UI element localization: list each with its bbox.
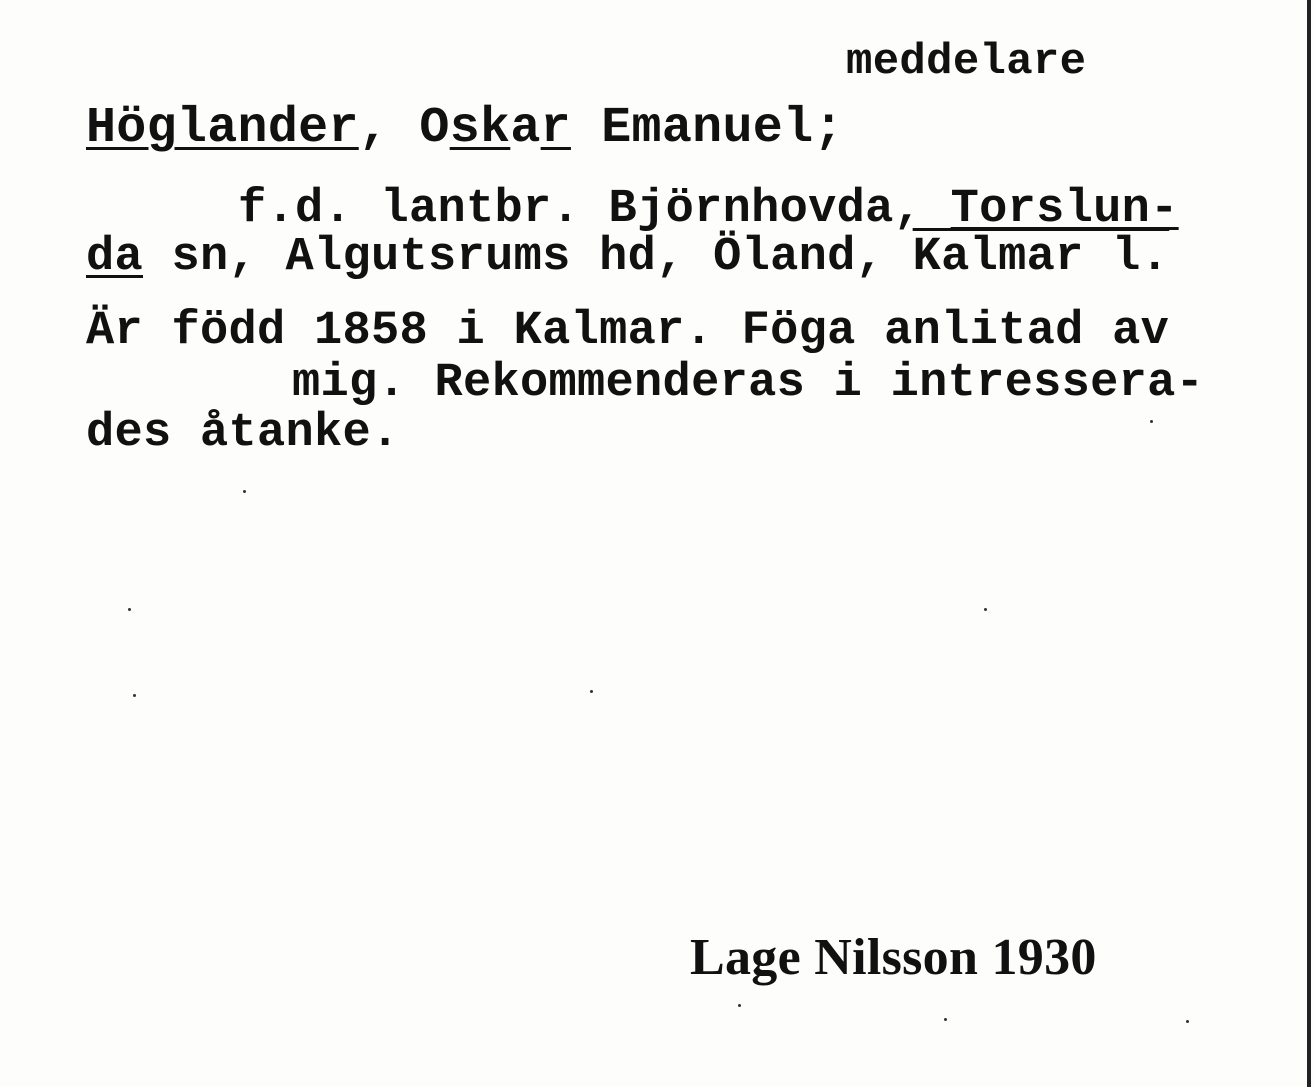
- category-label: meddelare: [846, 37, 1087, 87]
- given-name-part-1: O: [419, 100, 450, 157]
- address-line-2-text: sn, Algutsrums hd, Öland,: [143, 231, 913, 284]
- given-name-part-4: r: [540, 100, 571, 157]
- paper-speck: [590, 690, 593, 693]
- given-name-part-3: a: [510, 100, 541, 157]
- paper-speck: [128, 608, 131, 611]
- address-line-1: [238, 183, 1179, 236]
- paper-speck: [243, 490, 246, 493]
- given-name-part-2: sk: [449, 100, 511, 157]
- paper-speck: [133, 694, 136, 697]
- paper-speck: [1150, 420, 1153, 423]
- note-line-2: mig. Rekommenderas i intressera-: [292, 357, 1205, 410]
- parish-name-start: Torslun-: [950, 183, 1179, 236]
- note-line-1: Är född 1858 i Kalmar. Föga anlitad av: [86, 305, 1170, 358]
- signature: Lage Nilsson 1930: [690, 929, 1097, 986]
- surname: Höglander: [86, 100, 359, 157]
- name-separator: ,: [358, 100, 420, 157]
- paper-speck: [984, 608, 987, 611]
- card-edge: [1307, 0, 1311, 1087]
- paper-speck: [738, 1004, 741, 1007]
- paper-speck: [944, 1018, 947, 1021]
- person-name: [86, 100, 844, 157]
- parish-name-end: da: [86, 231, 144, 284]
- paper-speck: [1186, 1020, 1189, 1023]
- county-name: Kalmar l.: [912, 231, 1170, 284]
- address-line-1-text: f.d. lantbr. Björnhovda,: [238, 183, 951, 236]
- note-line-3: des åtanke.: [86, 407, 400, 460]
- address-line-2: [86, 231, 1170, 284]
- given-name-rest: Emanuel;: [570, 100, 844, 157]
